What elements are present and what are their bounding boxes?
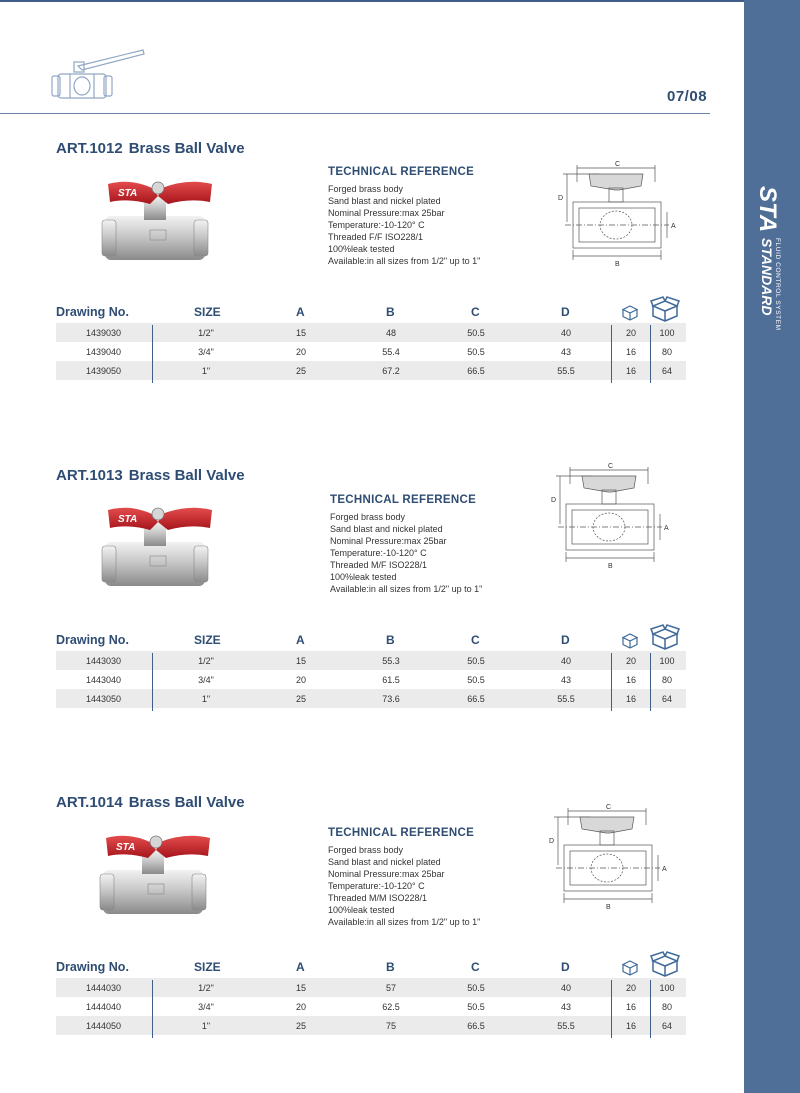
cell-d: 55.5 (557, 366, 575, 376)
spec-table (56, 631, 686, 708)
spec-table (56, 303, 686, 380)
cell-a: 15 (295, 656, 306, 666)
drawing-label-c: C (606, 804, 612, 811)
tech-line: Sand blast and nickel plated (328, 857, 441, 867)
table-row (56, 1016, 686, 1035)
cell-code: 1443050 (85, 694, 122, 704)
tech-title: TECHNICAL REFERENCE (328, 166, 475, 178)
drawing-label-a: A (671, 223, 676, 230)
article-number: ART.1014 (56, 794, 123, 811)
spec-rows (56, 323, 686, 380)
column-divider (650, 653, 651, 711)
cell-c: 50.5 (467, 1002, 485, 1012)
drawing-label-d: D (551, 497, 557, 504)
col-b: B (386, 633, 395, 647)
cell-size: 3/4" (198, 1002, 214, 1012)
small-box-icon (621, 632, 639, 650)
product-name: Brass Ball Valve (128, 794, 245, 811)
cell-size: 3/4" (198, 347, 214, 357)
cell-a: 15 (295, 328, 306, 338)
article-number: ART.1013 (56, 467, 123, 484)
column-divider (611, 653, 612, 711)
cell-d: 40 (560, 983, 571, 993)
cell-code: 1439050 (85, 366, 122, 376)
drawing-label-b: B (606, 904, 611, 911)
col-c: C (471, 960, 480, 974)
col-drawing-no: Drawing No. (56, 305, 129, 319)
cell-c: 50.5 (467, 347, 485, 357)
spec-table-header (56, 958, 686, 978)
tech-lines (328, 844, 480, 928)
cell-bag: 16 (625, 347, 636, 357)
col-b: B (386, 960, 395, 974)
tech-line: Forged brass body (328, 845, 404, 855)
cell-box: 80 (661, 1002, 672, 1012)
tech-lines (330, 511, 482, 595)
cell-box: 64 (661, 1021, 672, 1031)
small-box-icon (621, 959, 639, 977)
col-d: D (561, 305, 570, 319)
cell-bag: 20 (625, 656, 636, 666)
cell-bag: 16 (625, 675, 636, 685)
cell-code: 1444050 (85, 1021, 122, 1031)
tech-line: Nominal Pressure:max 25bar (328, 208, 445, 218)
tech-line: Available:in all sizes from 1/2" up to 1" (328, 256, 481, 266)
top-rule (0, 0, 744, 2)
spec-table-header (56, 303, 686, 323)
col-drawing-no: Drawing No. (56, 633, 129, 647)
column-divider (650, 325, 651, 383)
cell-code: 1444040 (85, 1002, 122, 1012)
cell-bag: 16 (625, 1002, 636, 1012)
cell-a: 20 (295, 1002, 306, 1012)
brand-logo-text: STA (754, 186, 781, 233)
cell-b: 48 (385, 328, 396, 338)
cell-size: 3/4" (198, 675, 214, 685)
technical-drawing (555, 160, 683, 270)
technical-reference (328, 827, 480, 928)
header-rule (0, 113, 710, 114)
col-d: D (561, 960, 570, 974)
product-title (56, 140, 245, 157)
cell-d: 43 (560, 1002, 571, 1012)
cell-b: 55.3 (382, 656, 400, 666)
table-row (56, 323, 686, 342)
carton-box-icon (650, 295, 680, 323)
table-row (56, 978, 686, 997)
tech-line: Temperature:-10-120° C (330, 548, 427, 558)
cell-a: 25 (295, 1021, 306, 1031)
tech-lines (328, 183, 480, 267)
drawing-label-c: C (615, 161, 621, 168)
cell-b: 73.6 (382, 694, 400, 704)
col-size: SIZE (194, 960, 221, 974)
cell-box: 100 (659, 656, 675, 666)
cell-code: 1439030 (85, 328, 122, 338)
cell-d: 40 (560, 328, 571, 338)
technical-reference (330, 494, 482, 595)
page-number: 07/08 (667, 88, 708, 105)
cell-box: 80 (661, 675, 672, 685)
cell-b: 61.5 (382, 675, 400, 685)
carton-box-icon (650, 950, 680, 978)
cell-c: 50.5 (467, 328, 485, 338)
table-row (56, 361, 686, 380)
col-c: C (471, 305, 480, 319)
column-divider (611, 325, 612, 383)
cell-b: 55.4 (382, 347, 400, 357)
column-divider (152, 325, 153, 383)
cell-code: 1443040 (85, 675, 122, 685)
cell-b: 57 (385, 983, 396, 993)
column-divider (152, 653, 153, 711)
cell-d: 55.5 (557, 1021, 575, 1031)
table-row (56, 997, 686, 1016)
tech-line: Sand blast and nickel plated (328, 196, 441, 206)
tech-title: TECHNICAL REFERENCE (330, 494, 477, 506)
tech-line: 100%leak tested (328, 905, 395, 915)
cell-box: 64 (661, 366, 672, 376)
table-row (56, 670, 686, 689)
cell-c: 66.5 (467, 366, 485, 376)
cell-box: 100 (659, 983, 675, 993)
cell-code: 1439040 (85, 347, 122, 357)
cell-d: 43 (560, 675, 571, 685)
col-a: A (296, 305, 305, 319)
tech-line: Nominal Pressure:max 25bar (330, 536, 447, 546)
tech-line: Threaded M/F ISO228/1 (330, 560, 428, 570)
drawing-label-c: C (608, 463, 614, 470)
tech-line: Temperature:-10-120° C (328, 220, 425, 230)
brand-tagline: FLUID CONTROL SYSTEM (774, 238, 781, 331)
cell-a: 20 (295, 675, 306, 685)
brand-sidebar (744, 0, 800, 1093)
cell-c: 66.5 (467, 1021, 485, 1031)
col-a: A (296, 960, 305, 974)
col-a: A (296, 633, 305, 647)
tech-line: Forged brass body (330, 512, 406, 522)
article-number: ART.1012 (56, 140, 123, 157)
carton-box-icon (650, 623, 680, 651)
cell-bag: 16 (625, 366, 636, 376)
spec-rows (56, 978, 686, 1035)
cell-c: 50.5 (467, 656, 485, 666)
cell-size: 1" (201, 366, 211, 376)
tech-line: Nominal Pressure:max 25bar (328, 869, 445, 879)
cell-bag: 20 (625, 983, 636, 993)
drawing-label-d: D (549, 838, 555, 845)
product-name: Brass Ball Valve (128, 467, 245, 484)
tech-line: Threaded M/M ISO228/1 (328, 893, 428, 903)
tech-line: Sand blast and nickel plated (330, 524, 443, 534)
cell-a: 15 (295, 983, 306, 993)
tech-line: Forged brass body (328, 184, 404, 194)
technical-reference (328, 166, 480, 267)
col-drawing-no: Drawing No. (56, 960, 129, 974)
spec-table-header (56, 631, 686, 651)
cell-size: 1/2" (198, 656, 214, 666)
cell-box: 80 (661, 347, 672, 357)
cell-d: 40 (560, 656, 571, 666)
column-divider (152, 980, 153, 1038)
cell-code: 1444030 (85, 983, 122, 993)
technical-drawing (546, 803, 674, 913)
table-row (56, 651, 686, 670)
cell-b: 67.2 (382, 366, 400, 376)
spec-table (56, 958, 686, 1035)
cell-d: 43 (560, 347, 571, 357)
col-size: SIZE (194, 305, 221, 319)
tech-line: 100%leak tested (328, 244, 395, 254)
tech-line: Available:in all sizes from 1/2" up to 1" (328, 917, 481, 927)
cell-size: 1" (201, 694, 211, 704)
cell-a: 25 (295, 694, 306, 704)
spec-rows (56, 651, 686, 708)
technical-drawing (548, 462, 676, 572)
cell-b: 75 (385, 1021, 396, 1031)
brand-logo (748, 186, 796, 346)
product-title (56, 794, 245, 811)
cell-size: 1/2" (198, 328, 214, 338)
cell-box: 100 (659, 328, 675, 338)
cell-bag: 16 (625, 694, 636, 704)
drawing-label-a: A (662, 866, 667, 873)
tech-line: 100%leak tested (330, 572, 397, 582)
brand-name: STANDARD (759, 238, 775, 316)
drawing-label-b: B (615, 261, 620, 268)
drawing-label-d: D (558, 195, 564, 202)
tech-line: Threaded F/F ISO228/1 (328, 232, 424, 242)
col-size: SIZE (194, 633, 221, 647)
cell-c: 66.5 (467, 694, 485, 704)
cell-bag: 16 (625, 1021, 636, 1031)
valve-photo (98, 818, 218, 928)
drawing-label-a: A (664, 525, 669, 532)
small-box-icon (621, 304, 639, 322)
product-name: Brass Ball Valve (128, 140, 245, 157)
photo-logo: STA (116, 842, 136, 853)
col-b: B (386, 305, 395, 319)
cell-a: 25 (295, 366, 306, 376)
cell-box: 64 (661, 694, 672, 704)
cell-c: 50.5 (467, 675, 485, 685)
column-divider (650, 980, 651, 1038)
tech-title: TECHNICAL REFERENCE (328, 827, 475, 839)
column-divider (611, 980, 612, 1038)
cell-d: 55.5 (557, 694, 575, 704)
valve-photo (100, 490, 220, 600)
drawing-label-b: B (608, 563, 613, 570)
cell-bag: 20 (625, 328, 636, 338)
cell-size: 1/2" (198, 983, 214, 993)
cell-a: 20 (295, 347, 306, 357)
cell-code: 1443030 (85, 656, 122, 666)
table-row (56, 342, 686, 361)
col-d: D (561, 633, 570, 647)
valve-photo (100, 164, 220, 274)
ball-valve-outline-icon (48, 44, 148, 106)
tech-line: Available:in all sizes from 1/2" up to 1" (330, 584, 483, 594)
photo-logo: STA (118, 188, 138, 199)
cell-c: 50.5 (467, 983, 485, 993)
col-c: C (471, 633, 480, 647)
tech-line: Temperature:-10-120° C (328, 881, 425, 891)
cell-size: 1" (201, 1021, 211, 1031)
photo-logo: STA (118, 514, 138, 525)
table-row (56, 689, 686, 708)
cell-b: 62.5 (382, 1002, 400, 1012)
product-title (56, 467, 245, 484)
